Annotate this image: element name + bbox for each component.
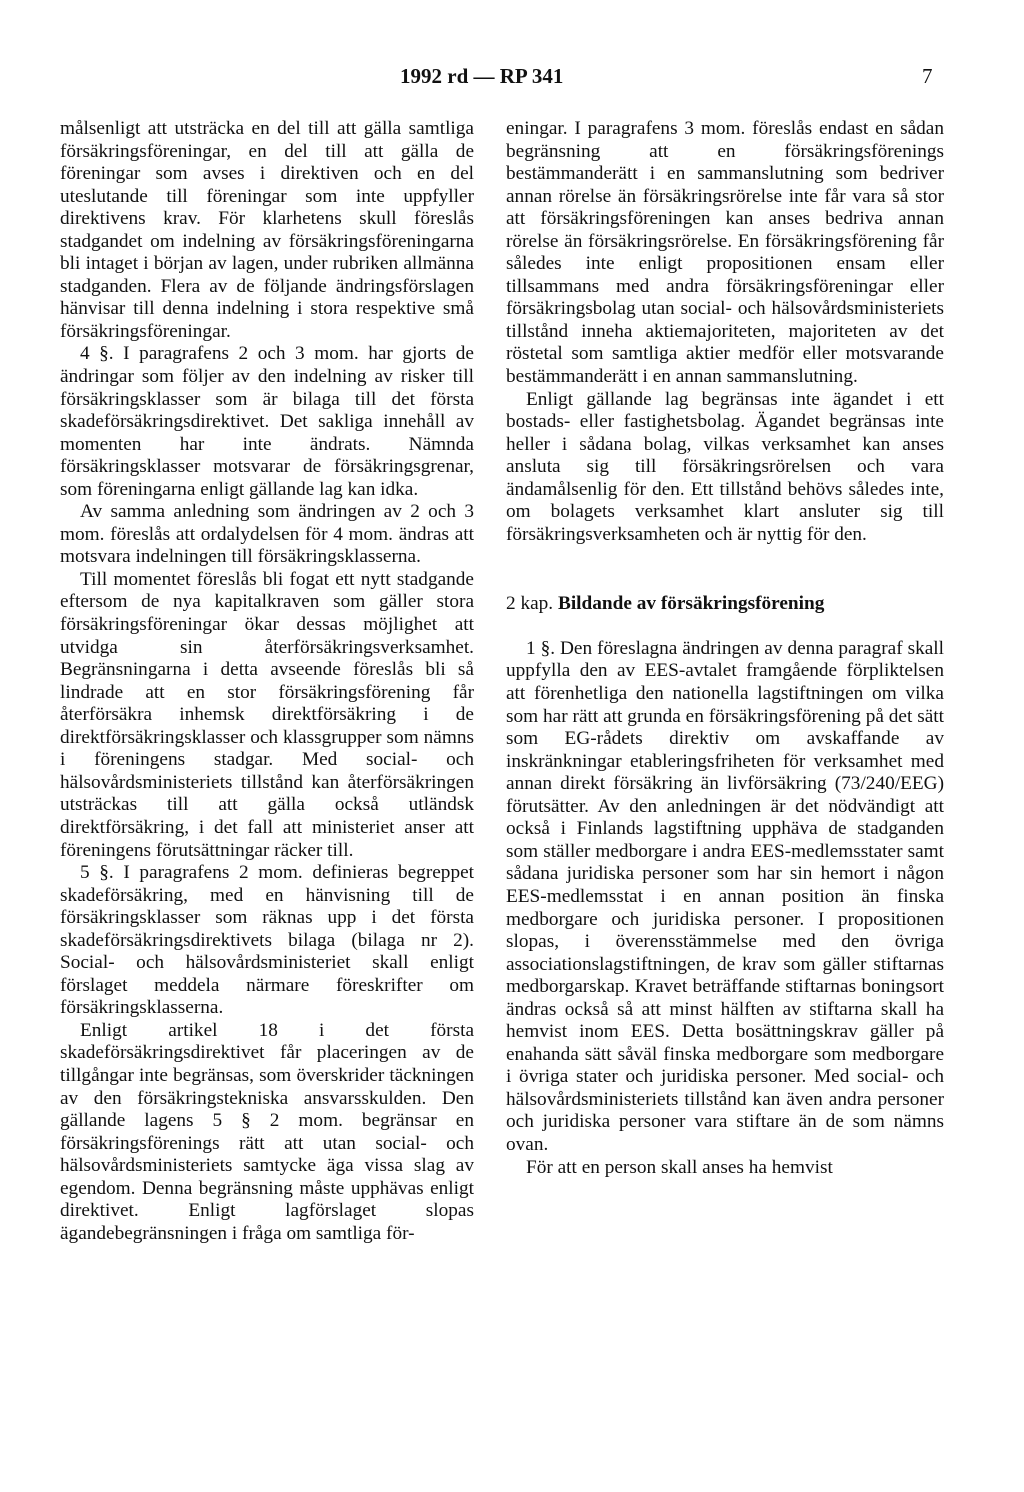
- left-column: [60, 118, 474, 1245]
- paragraph: Till momentet föreslås bli fogat ett nytt stadgande eftersom de nya kapitalkraven som gäller stora försäkringsföreningar ökar dessas möjlighet att utvidga sin återförsäkringsverksamhet. Begränsningarna i detta avseende föreslås bli så lindrade att en stor försäkringsförening får återförsäkra inhemsk direktförsäkring i de direktförsäkringsklasser och klassgrupper som nämns i föreningens stadgar. Med social- och hälsovårdsministeriets tillstånd kan återförsäkringen utsträckas till att gälla också utländsk direktförsäkring, i det fall att ministeriet anser att föreningens förutsättningar räcker till.: [60, 568, 474, 861]
- running-head: 1992 rd — RP 341: [400, 64, 564, 88]
- page-header: [0, 64, 1024, 94]
- paragraph: 5 §. I paragrafens 2 mom. definieras begreppet skadeförsäkring, med en hänvisning till de försäkringsklasser som räknas upp i det första skadeförsäkringsdirektivets bilaga (bilaga nr 2). Social- och hälsovårdsministeriet skall enligt förslaget meddela närmare föreskrifter om försäkringsklasserna.: [60, 862, 474, 1019]
- paragraph: målsenligt att utsträcka en del till att gälla samtliga försäkringsföreningar, en del till att gälla de föreningar som avses i direktiven och en del uteslutande till föreningar som inte uppfyller direktivens krav. För klarhetens skull föreslås stadgandet om indelning av försäkringsföreningarna bli intaget i början av lagen, under rubriken allmänna stadganden. Flera av de följande ändringsförslagen hänvisar till denna indelning i stora respektive små försäkringsföreningar.: [60, 118, 474, 342]
- right-column: [506, 118, 944, 1179]
- chapter-title: Bildande av försäkringsförening: [557, 593, 825, 615]
- paragraph: Av samma anledning som ändringen av 2 och 3 mom. föreslås att ordalydelsen för 4 mom. ändras att motsvara indelningen till försäkringsklasserna.: [60, 501, 474, 568]
- section-heading: [506, 593, 944, 616]
- page-number: 7: [922, 64, 933, 88]
- chapter-number: 2 kap.: [506, 593, 554, 615]
- paragraph: Enligt gällande lag begränsas inte ägandet i ett bostads- eller fastighetsbolag. Ägandet begränsas inte heller i sådana bolag, vilkas verksamhet kan anses ansluta sig till försäkringsrörelsen och vara ändamålsenlig för den. Ett tillstånd behövs således inte, om bolagets verksamhet klart ansluter sig till försäkringsverksamheten och är nyttig för den.: [506, 388, 944, 545]
- paragraph: För att en person skall anses ha hemvist: [526, 1156, 833, 1178]
- paragraph: eningar. I paragrafens 3 mom. föreslås endast en sådan begränsning att en försäkringsförenings bestämmanderätt i en sammanslutning som bedriver annan rörelse än försäkringsrörelse inte får vara så stor att försäkringsföreningen kan anses bedriva annan rörelse än försäkringsrörelse. En försäkringsförening får således inte enligt propositionen ensam eller tillsammans med andra försäkringsföreningar eller försäkringsbolag utan social- och hälsovårdsministeriets tillstånd inneha aktiemajoriteten, majoriteten av det röstetal som samtliga aktier medför eller motsvarande bestämmanderätt i en annan sammanslutning.: [506, 118, 944, 388]
- paragraph: Enligt artikel 18 i det första skadeförsäkringsdirektivet får placeringen av de tillgångar inte begränsas, som överskrider täckningen av den försäkringstekniska ansvarsskulden. Den gällande lagens 5 § 2 mom. begränsar en försäkringsförenings rätt att utan social- och hälsovårdsministeriets samtycke äga vissa slag av egendom. Denna begränsning måste upphävas enligt direktivet. Enligt lagförslaget slopas ägandebegränsningen i fråga om samtliga för-: [60, 1019, 474, 1244]
- paragraph: 1 §. Den föreslagna ändringen av denna paragraf skall uppfylla den av EES-avtalet framgående förpliktelsen att förenhetliga den nationella lagstiftningen om vilka som har rätt att grunda en försäkringsförening på det sätt som EG-rådets direktiv om avskaffande av inskränkningar etableringsfriheten för verksamhet med annan direkt försäkring än livförsäkring (73/240/EEG) förutsätter. Av den anledningen är det nödvändigt att också i Finlands lagstiftning upphäva de stadganden som ställer medborgare i andra EES-medlemsstater samt sådana juridiska personer som har sin hemort i någon EES-medlemsstat i en annan position än finska medborgare och juridiska personer. I propositionen slopas, i överensstämmelse med den övriga associationslagstiftningen, de krav som gäller stiftarnas medborgarskap. Kravet beträffande stiftarnas boningsort ändras också så att minst hälften av stiftarna skall ha hemvist inom EES. Detta bosättningskrav gäller på enahanda sätt såväl finska medborgare som medborgare i övriga stater och juridiska personer. Med social- och hälsovårdsministeriets tillstånd kan även andra personer och juridiska personer vara stiftare än de som nämns ovan.: [506, 637, 944, 1155]
- paragraph: 4 §. I paragrafens 2 och 3 mom. har gjorts de ändringar som följer av den indelning av risker till försäkringsklasser som är bilaga till det första skadeförsäkringsdirektivet. Det sakliga innehåll av momenten har inte ändrats. Nämnda försäkringsklasser motsvarar de försäkringsgrenar, som föreningarna enligt gällande lag kan idka.: [60, 343, 474, 500]
